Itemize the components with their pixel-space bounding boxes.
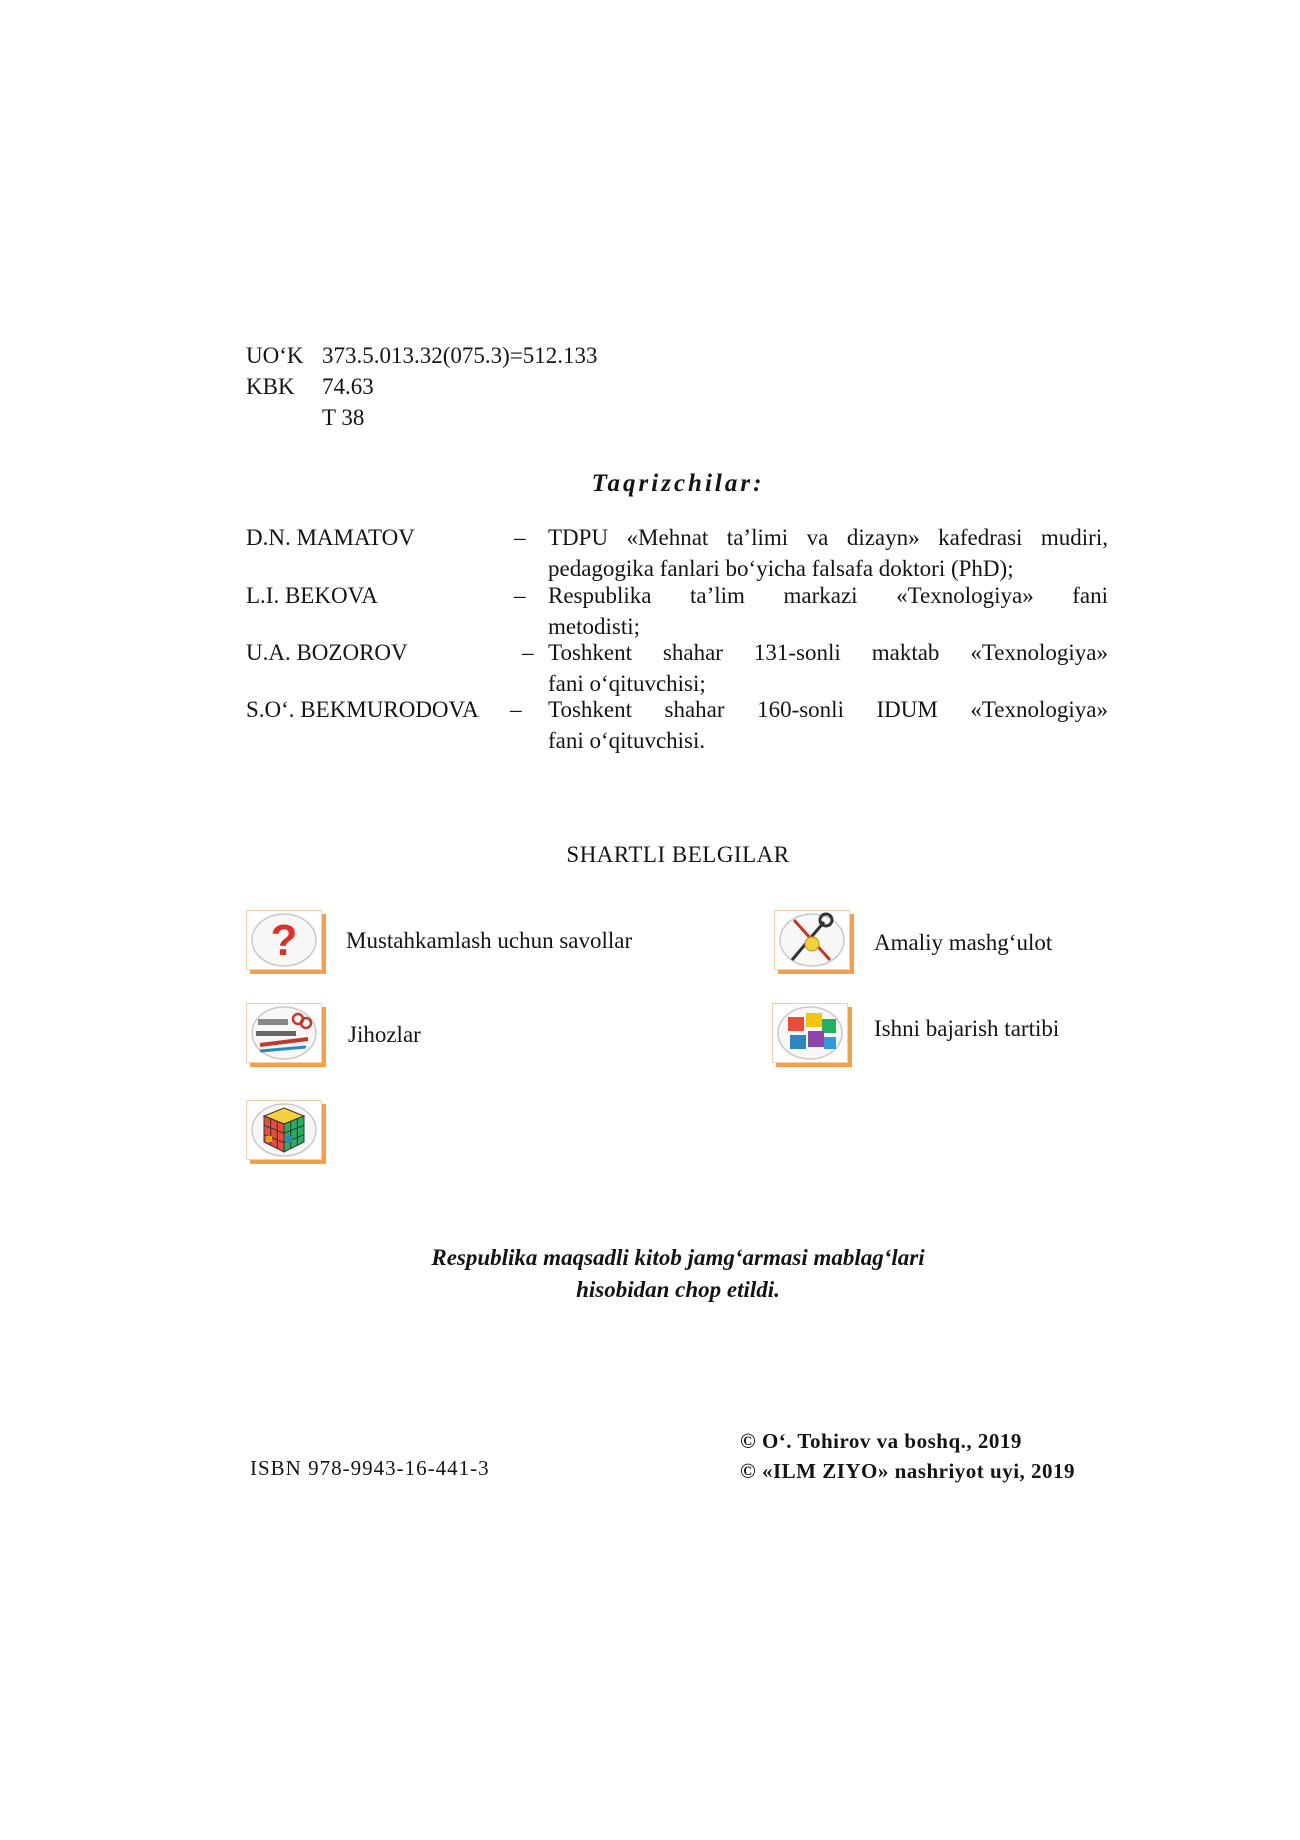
- legend-title: SHARTLI BELGILAR: [566, 842, 790, 867]
- reviewer-desc-line2: fani o‘qituvchisi;: [548, 671, 706, 696]
- svg-text:?: ?: [270, 916, 298, 965]
- legend-label: Jihozlar: [348, 1022, 421, 1047]
- reviewer-description: [548, 522, 1108, 584]
- copyright-publisher: © «ILM ZIYO» nashriyot uyi, 2019: [740, 1459, 1076, 1483]
- question-mark-icon: [246, 910, 326, 974]
- reviewer-desc-line2: pedagogika fanlari bo‘yicha falsafa doktori (PhD);: [548, 556, 1014, 581]
- reviewers-title: Taqrizchilar:: [591, 470, 765, 497]
- reviewer-name: L.I. BEKOVA: [246, 583, 378, 608]
- udk-label: UO‘K: [246, 343, 304, 368]
- udk-row: [246, 340, 598, 371]
- bibliographic-info: [246, 340, 598, 433]
- reviewer-dash: –: [514, 583, 526, 608]
- reviewer-desc-line1: TDPU «Mehnat ta’limi va dizayn» kafedrasi mudiri,: [548, 525, 1108, 550]
- legend-label: Amaliy mashg‘ulot: [874, 930, 1053, 955]
- reviewer-description: [548, 637, 1108, 699]
- funding-note-line1: Respublika maqsadli kitob jamg‘armasi mablag‘lari: [431, 1245, 925, 1270]
- reviewer-dash: –: [514, 525, 526, 550]
- funding-note-line2: hisobidan chop etildi.: [576, 1277, 780, 1302]
- rubik-cube-icon: [246, 1100, 326, 1164]
- udk-value: 373.5.013.32(075.3)=512.133: [322, 343, 598, 368]
- reviewer-desc-line1: Respublika ta’lim markazi «Texnologiya» fani: [548, 583, 1108, 608]
- equipment-icon: [246, 1003, 326, 1067]
- reviewer-desc-line2: fani o‘qituvchisi.: [548, 728, 706, 753]
- reviewer-name: D.N. MAMATOV: [246, 525, 415, 550]
- kbk-label: KBK: [246, 374, 295, 399]
- author-mark: T 38: [322, 405, 365, 430]
- reviewer-name: U.A. BOZOROV: [246, 640, 408, 665]
- funding-note: [0, 1242, 1300, 1306]
- kbk-row: [246, 371, 598, 402]
- tools-icon: [774, 910, 854, 974]
- legend-label: Mustahkamlash uchun savollar: [346, 928, 633, 953]
- kbk-value: 74.63: [322, 374, 374, 399]
- reviewer-name: S.O‘. BEKMURODOVA: [246, 697, 479, 722]
- reviewer-dash: –: [510, 697, 522, 722]
- isbn: ISBN 978-9943-16-441-3: [250, 1456, 490, 1480]
- reviewer-dash: –: [522, 640, 534, 665]
- legend-label: Ishni bajarish tartibi: [874, 1016, 1060, 1041]
- copyright-authors: © O‘. Tohirov va boshq., 2019: [740, 1429, 1022, 1453]
- reviewer-description: [548, 694, 1108, 756]
- reviewer-desc-line1: Toshkent shahar 160-sonli IDUM «Texnologiya»: [548, 697, 1108, 722]
- copyright-block: [740, 1426, 1075, 1486]
- reviewer-desc-line1: Toshkent shahar 131-sonli maktab «Texnologiya»: [548, 640, 1108, 665]
- puzzle-icon: [772, 1003, 852, 1067]
- reviewer-desc-line2: metodisti;: [548, 614, 640, 639]
- reviewer-description: [548, 580, 1108, 642]
